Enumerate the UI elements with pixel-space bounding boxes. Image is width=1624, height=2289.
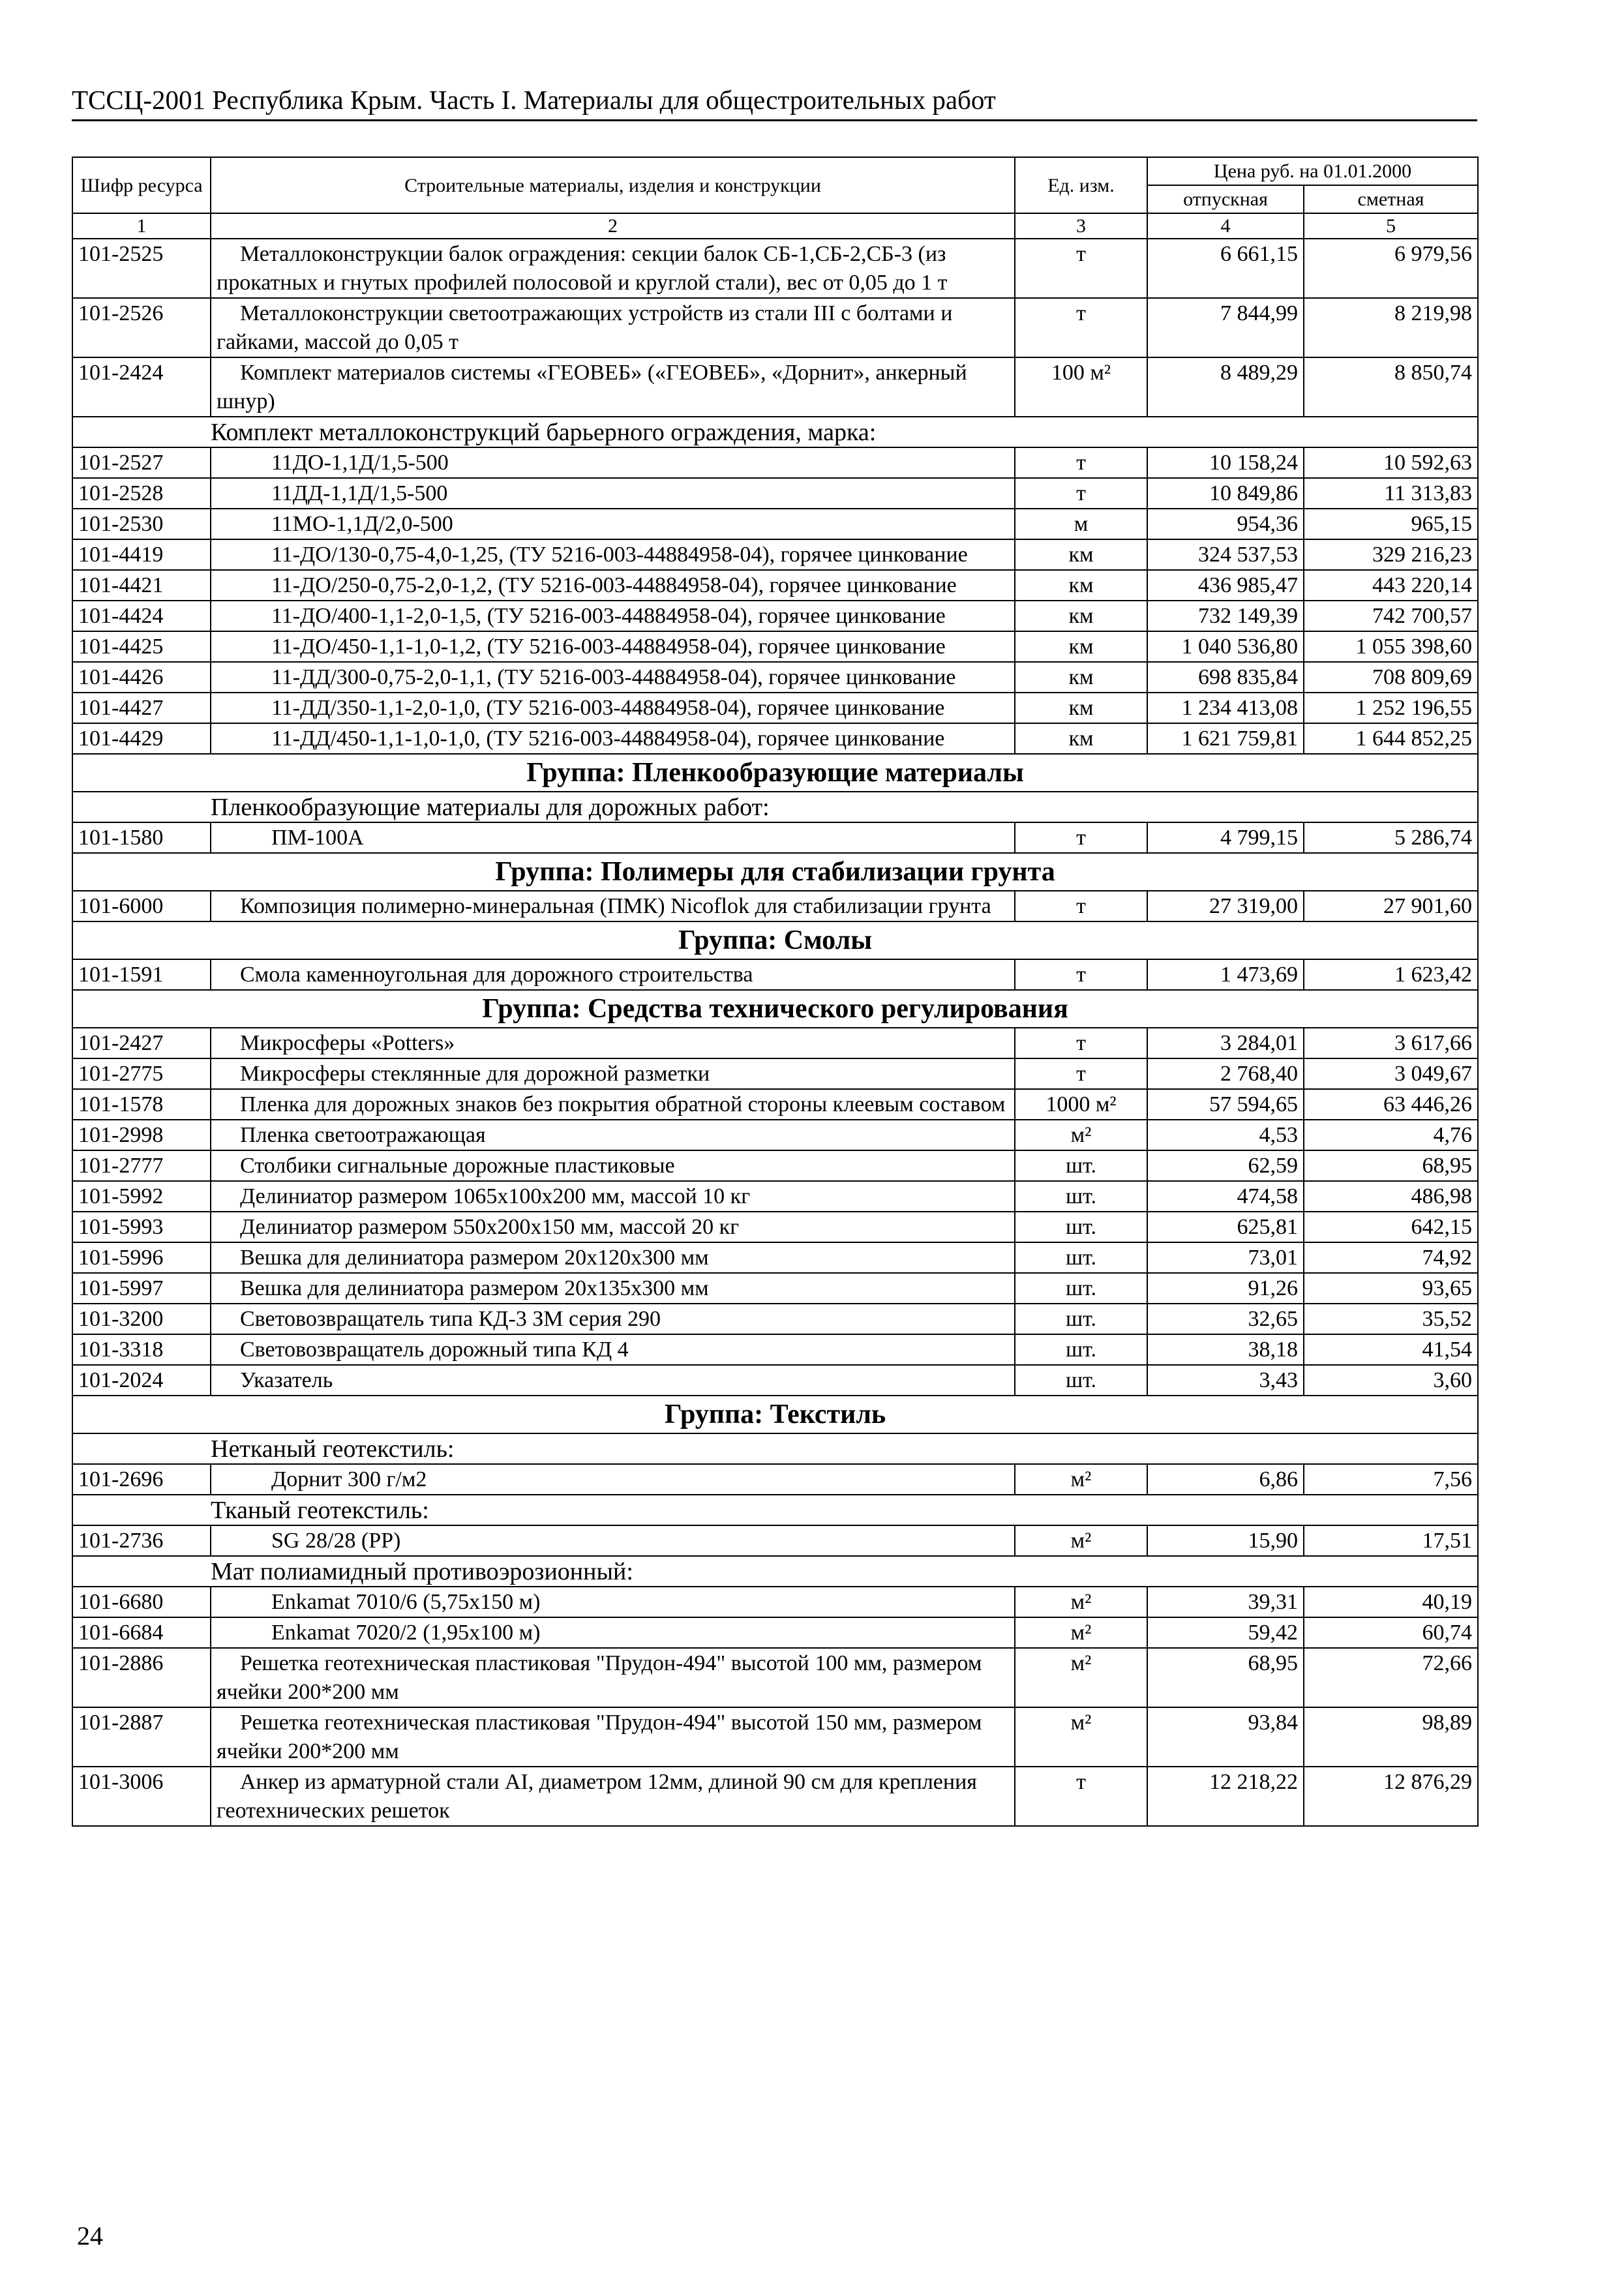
unit-cell: т xyxy=(1015,1767,1147,1826)
unit-cell: км xyxy=(1015,662,1147,693)
material-name-text: Enkamat 7020/2 (1,95x100 м) xyxy=(271,1621,541,1645)
material-name-text: 11ДО-1,1Д/1,5-500 xyxy=(271,451,449,475)
release-price-cell: 8 489,29 xyxy=(1147,357,1304,417)
resource-code-cell: 101-2777 xyxy=(72,1150,211,1181)
subgroup-blank-cell xyxy=(72,1556,211,1587)
col-number-1: 1 xyxy=(72,213,211,239)
material-name-cell xyxy=(211,1181,1015,1212)
material-name-text: Указатель xyxy=(240,1368,333,1392)
table-row xyxy=(72,1365,1478,1396)
unit-cell: км xyxy=(1015,693,1147,723)
table-row xyxy=(72,1028,1478,1058)
table-row xyxy=(72,1617,1478,1648)
material-name-cell xyxy=(211,1648,1015,1707)
group-header-row xyxy=(72,921,1478,959)
unit-cell: т xyxy=(1015,1058,1147,1089)
material-name-text: ПМ-100А xyxy=(271,826,364,850)
material-name-text: Пленка для дорожных знаков без покрытия обратной стороны клеевым составом xyxy=(240,1092,1006,1116)
material-name-cell xyxy=(211,1242,1015,1273)
resource-code-cell: 101-3006 xyxy=(72,1767,211,1826)
material-name-text: 11-ДО/250-0,75-2,0-1,2, (ТУ 5216-003-44884958-04), горячее цинкование xyxy=(271,573,957,597)
estimate-price-cell: 93,65 xyxy=(1304,1273,1478,1304)
subgroup-title: Мат полиамидный противоэрозионный: xyxy=(211,1556,1478,1587)
release-price-cell: 474,58 xyxy=(1147,1181,1304,1212)
unit-cell: 100 м² xyxy=(1015,357,1147,417)
unit-cell: т xyxy=(1015,447,1147,478)
estimate-price-cell: 1 644 852,25 xyxy=(1304,723,1478,754)
subgroup-header-row xyxy=(72,417,1478,447)
unit-cell: м² xyxy=(1015,1707,1147,1767)
table-row xyxy=(72,1058,1478,1089)
table-row xyxy=(72,1334,1478,1365)
material-name-text: Световозвращатель дорожный типа КД 4 xyxy=(240,1338,629,1362)
resource-code-cell: 101-5992 xyxy=(72,1181,211,1212)
release-price-cell: 32,65 xyxy=(1147,1304,1304,1334)
release-price-cell: 732 149,39 xyxy=(1147,601,1304,631)
release-price-cell: 62,59 xyxy=(1147,1150,1304,1181)
resource-code-cell: 101-2024 xyxy=(72,1365,211,1396)
material-name-cell xyxy=(211,1525,1015,1556)
unit-cell: шт. xyxy=(1015,1365,1147,1396)
material-name-text: Комплект материалов системы «ГЕОВЕБ» («ГЕОВЕБ», «Дорнит», анкерный шнур) xyxy=(217,361,967,413)
unit-cell: т xyxy=(1015,1028,1147,1058)
estimate-price-cell: 1 252 196,55 xyxy=(1304,693,1478,723)
col-header-code: Шифр ресурса xyxy=(72,157,211,213)
table-row xyxy=(72,1525,1478,1556)
material-name-text: SG 28/28 (PP) xyxy=(271,1529,401,1553)
resource-code-cell: 101-4421 xyxy=(72,570,211,601)
estimate-price-cell: 3 617,66 xyxy=(1304,1028,1478,1058)
material-name-cell xyxy=(211,1150,1015,1181)
material-name-text: Решетка геотехническая пластиковая "Прудон-494" высотой 100 мм, размером ячейки 200*200 мм xyxy=(217,1651,982,1704)
table-row xyxy=(72,1150,1478,1181)
resource-code-cell: 101-6680 xyxy=(72,1587,211,1617)
release-price-cell: 39,31 xyxy=(1147,1587,1304,1617)
material-name-cell xyxy=(211,631,1015,662)
table-row xyxy=(72,509,1478,539)
release-price-cell: 12 218,22 xyxy=(1147,1767,1304,1826)
resource-code-cell: 101-2886 xyxy=(72,1648,211,1707)
release-price-cell: 57 594,65 xyxy=(1147,1089,1304,1120)
release-price-cell: 1 234 413,08 xyxy=(1147,693,1304,723)
col-header-unit: Ед. изм. xyxy=(1015,157,1147,213)
release-price-cell: 38,18 xyxy=(1147,1334,1304,1365)
resource-code-cell: 101-1578 xyxy=(72,1089,211,1120)
estimate-price-cell: 642,15 xyxy=(1304,1212,1478,1242)
resource-code-cell: 101-6000 xyxy=(72,891,211,921)
resource-code-cell: 101-5993 xyxy=(72,1212,211,1242)
estimate-price-cell: 742 700,57 xyxy=(1304,601,1478,631)
estimate-price-cell: 12 876,29 xyxy=(1304,1767,1478,1826)
estimate-price-cell: 965,15 xyxy=(1304,509,1478,539)
release-price-cell: 625,81 xyxy=(1147,1212,1304,1242)
table-row xyxy=(72,570,1478,601)
resource-code-cell: 101-2887 xyxy=(72,1707,211,1767)
unit-cell: шт. xyxy=(1015,1304,1147,1334)
material-name-cell xyxy=(211,447,1015,478)
material-name-text: Столбики сигнальные дорожные пластиковые xyxy=(240,1154,675,1178)
resource-code-cell: 101-4426 xyxy=(72,662,211,693)
resource-code-cell: 101-2525 xyxy=(72,239,211,298)
material-name-cell xyxy=(211,1212,1015,1242)
material-name-cell xyxy=(211,1767,1015,1826)
release-price-cell: 3,43 xyxy=(1147,1365,1304,1396)
material-name-text: Делиниатор размером 1065x100x200 мм, массой 10 кг xyxy=(240,1184,751,1208)
estimate-price-cell: 17,51 xyxy=(1304,1525,1478,1556)
resource-code-cell: 101-4419 xyxy=(72,539,211,570)
unit-cell: м² xyxy=(1015,1617,1147,1648)
table-row xyxy=(72,693,1478,723)
release-price-cell: 436 985,47 xyxy=(1147,570,1304,601)
table-row xyxy=(72,539,1478,570)
group-header-row xyxy=(72,754,1478,792)
material-name-text: Смола каменноугольная для дорожного строительства xyxy=(240,963,753,987)
release-price-cell: 4,53 xyxy=(1147,1120,1304,1150)
unit-cell: 1000 м² xyxy=(1015,1089,1147,1120)
estimate-price-cell: 4,76 xyxy=(1304,1120,1478,1150)
subgroup-blank-cell xyxy=(72,792,211,822)
material-name-cell xyxy=(211,723,1015,754)
estimate-price-cell: 63 446,26 xyxy=(1304,1089,1478,1120)
material-name-text: Композиция полимерно-минеральная (ПМК) Nicoflok для стабилизации грунта xyxy=(240,894,991,918)
table-row xyxy=(72,723,1478,754)
table-row xyxy=(72,1767,1478,1826)
material-name-cell xyxy=(211,1365,1015,1396)
col-number-4: 4 xyxy=(1147,213,1304,239)
col-header-price-estimate: сметная xyxy=(1304,185,1478,213)
resource-code-cell: 101-1591 xyxy=(72,959,211,990)
price-table xyxy=(72,157,1479,1827)
material-name-text: Вешка для делиниатора размером 20x120x300 мм xyxy=(240,1246,709,1270)
page-header-title: ТССЦ-2001 Республика Крым. Часть I. Материалы для общестроительных работ xyxy=(72,85,996,115)
group-title: Группа: Полимеры для стабилизации грунта xyxy=(72,853,1478,891)
table-row xyxy=(72,1304,1478,1334)
estimate-price-cell: 41,54 xyxy=(1304,1334,1478,1365)
unit-cell: км xyxy=(1015,723,1147,754)
group-title: Группа: Смолы xyxy=(72,921,1478,959)
unit-cell: км xyxy=(1015,601,1147,631)
release-price-cell: 10 158,24 xyxy=(1147,447,1304,478)
table-row xyxy=(72,239,1478,298)
release-price-cell: 10 849,86 xyxy=(1147,478,1304,509)
material-name-text: 11-ДО/130-0,75-4,0-1,25, (ТУ 5216-003-44884958-04), горячее цинкование xyxy=(271,543,968,567)
unit-cell: шт. xyxy=(1015,1212,1147,1242)
resource-code-cell: 101-2427 xyxy=(72,1028,211,1058)
unit-cell: т xyxy=(1015,478,1147,509)
unit-cell: км xyxy=(1015,570,1147,601)
release-price-cell: 7 844,99 xyxy=(1147,298,1304,357)
table-row xyxy=(72,1120,1478,1150)
unit-cell: км xyxy=(1015,631,1147,662)
unit-cell: шт. xyxy=(1015,1242,1147,1273)
material-name-cell xyxy=(211,570,1015,601)
table-row xyxy=(72,1212,1478,1242)
estimate-price-cell: 11 313,83 xyxy=(1304,478,1478,509)
resource-code-cell: 101-4427 xyxy=(72,693,211,723)
subgroup-header-row xyxy=(72,1495,1478,1525)
material-name-text: Делиниатор размером 550x200x150 мм, массой 20 кг xyxy=(240,1215,740,1239)
release-price-cell: 4 799,15 xyxy=(1147,822,1304,853)
resource-code-cell: 101-1580 xyxy=(72,822,211,853)
estimate-price-cell: 3 049,67 xyxy=(1304,1058,1478,1089)
material-name-cell xyxy=(211,693,1015,723)
subgroup-header-row xyxy=(72,1556,1478,1587)
release-price-cell: 2 768,40 xyxy=(1147,1058,1304,1089)
estimate-price-cell: 72,66 xyxy=(1304,1648,1478,1707)
material-name-cell xyxy=(211,1617,1015,1648)
unit-cell: км xyxy=(1015,539,1147,570)
unit-cell: т xyxy=(1015,822,1147,853)
subgroup-title: Пленкообразующие материалы для дорожных работ: xyxy=(211,792,1478,822)
material-name-cell xyxy=(211,1707,1015,1767)
resource-code-cell: 101-2424 xyxy=(72,357,211,417)
estimate-price-cell: 60,74 xyxy=(1304,1617,1478,1648)
table-row xyxy=(72,1242,1478,1273)
material-name-cell xyxy=(211,1120,1015,1150)
material-name-text: 11-ДО/450-1,1-1,0-1,2, (ТУ 5216-003-44884958-04), горячее цинкование xyxy=(271,635,946,659)
subgroup-blank-cell xyxy=(72,417,211,447)
unit-cell: м² xyxy=(1015,1648,1147,1707)
material-name-cell xyxy=(211,539,1015,570)
group-header-row xyxy=(72,1396,1478,1433)
estimate-price-cell: 98,89 xyxy=(1304,1707,1478,1767)
estimate-price-cell: 68,95 xyxy=(1304,1150,1478,1181)
material-name-cell xyxy=(211,959,1015,990)
estimate-price-cell: 443 220,14 xyxy=(1304,570,1478,601)
material-name-cell xyxy=(211,1089,1015,1120)
release-price-cell: 91,26 xyxy=(1147,1273,1304,1304)
unit-cell: м² xyxy=(1015,1587,1147,1617)
estimate-price-cell: 1 055 398,60 xyxy=(1304,631,1478,662)
subgroup-header-row xyxy=(72,1433,1478,1464)
release-price-cell: 698 835,84 xyxy=(1147,662,1304,693)
unit-cell: т xyxy=(1015,239,1147,298)
unit-cell: м² xyxy=(1015,1464,1147,1495)
material-name-text: 11-ДД/350-1,1-2,0-1,0, (ТУ 5216-003-44884958-04), горячее цинкование xyxy=(271,696,945,720)
table-row xyxy=(72,1273,1478,1304)
table-row xyxy=(72,298,1478,357)
group-header-row xyxy=(72,853,1478,891)
group-title: Группа: Средства технического регулирования xyxy=(72,990,1478,1028)
estimate-price-cell: 8 219,98 xyxy=(1304,298,1478,357)
material-name-cell xyxy=(211,1273,1015,1304)
unit-cell: м² xyxy=(1015,1525,1147,1556)
table-header xyxy=(72,157,1478,239)
col-header-price-release: отпускная xyxy=(1147,185,1304,213)
material-name-text: 11ДД-1,1Д/1,5-500 xyxy=(271,481,448,505)
unit-cell: м² xyxy=(1015,1120,1147,1150)
resource-code-cell: 101-5997 xyxy=(72,1273,211,1304)
material-name-cell xyxy=(211,298,1015,357)
page-number: 24 xyxy=(77,2221,103,2251)
material-name-cell xyxy=(211,822,1015,853)
material-name-cell xyxy=(211,1028,1015,1058)
estimate-price-cell: 5 286,74 xyxy=(1304,822,1478,853)
unit-cell: т xyxy=(1015,891,1147,921)
unit-cell: т xyxy=(1015,298,1147,357)
estimate-price-cell: 3,60 xyxy=(1304,1365,1478,1396)
material-name-cell xyxy=(211,509,1015,539)
subgroup-header-row xyxy=(72,792,1478,822)
table-row xyxy=(72,662,1478,693)
material-name-cell xyxy=(211,478,1015,509)
table-row xyxy=(72,601,1478,631)
material-name-text: Металлоконструкции балок ограждения: секции балок СБ-1,СБ-2,СБ-3 (из прокатных и гнутых профилей полосовой и круглой стали), вес от 0,05 до 1 т xyxy=(217,242,948,295)
group-title: Группа: Пленкообразующие материалы xyxy=(72,754,1478,792)
material-name-text: 11МО-1,1Д/2,0-500 xyxy=(271,512,453,536)
release-price-cell: 59,42 xyxy=(1147,1617,1304,1648)
resource-code-cell: 101-4429 xyxy=(72,723,211,754)
material-name-text: Пленка светоотражающая xyxy=(240,1123,486,1147)
material-name-text: 11-ДД/300-0,75-2,0-1,1, (ТУ 5216-003-44884958-04), горячее цинкование xyxy=(271,665,956,689)
unit-cell: шт. xyxy=(1015,1181,1147,1212)
material-name-text: 11-ДО/400-1,1-2,0-1,5, (ТУ 5216-003-44884958-04), горячее цинкование xyxy=(271,604,946,628)
release-price-cell: 6,86 xyxy=(1147,1464,1304,1495)
release-price-cell: 73,01 xyxy=(1147,1242,1304,1273)
table-row xyxy=(72,447,1478,478)
resource-code-cell: 101-4424 xyxy=(72,601,211,631)
material-name-cell xyxy=(211,662,1015,693)
release-price-cell: 1 473,69 xyxy=(1147,959,1304,990)
material-name-cell xyxy=(211,1304,1015,1334)
material-name-cell xyxy=(211,1334,1015,1365)
col-number-2: 2 xyxy=(211,213,1015,239)
material-name-text: Анкер из арматурной стали AI, диаметром 12мм, длиной 90 см для крепления геотехнических решеток xyxy=(217,1770,977,1823)
subgroup-title: Нетканый геотекстиль: xyxy=(211,1433,1478,1464)
subgroup-title: Комплект металлоконструкций барьерного ограждения, марка: xyxy=(211,417,1478,447)
group-title: Группа: Текстиль xyxy=(72,1396,1478,1433)
resource-code-cell: 101-2696 xyxy=(72,1464,211,1495)
estimate-price-cell: 8 850,74 xyxy=(1304,357,1478,417)
material-name-text: Вешка для делиниатора размером 20x135x300 мм xyxy=(240,1276,709,1300)
release-price-cell: 68,95 xyxy=(1147,1648,1304,1707)
resource-code-cell: 101-2530 xyxy=(72,509,211,539)
release-price-cell: 6 661,15 xyxy=(1147,239,1304,298)
material-name-cell xyxy=(211,239,1015,298)
estimate-price-cell: 35,52 xyxy=(1304,1304,1478,1334)
resource-code-cell: 101-2526 xyxy=(72,298,211,357)
unit-cell: шт. xyxy=(1015,1273,1147,1304)
resource-code-cell: 101-2528 xyxy=(72,478,211,509)
estimate-price-cell: 10 592,63 xyxy=(1304,447,1478,478)
col-header-price: Цена руб. на 01.01.2000 xyxy=(1147,157,1478,185)
table-row xyxy=(72,1089,1478,1120)
material-name-text: Дорнит 300 г/м2 xyxy=(271,1467,427,1491)
material-name-text: Металлоконструкции светоотражающих устройств из стали III с болтами и гайками, массой до 0,05 т xyxy=(217,301,953,354)
table-body xyxy=(72,239,1478,1826)
table-row xyxy=(72,1648,1478,1707)
resource-code-cell: 101-3318 xyxy=(72,1334,211,1365)
subgroup-blank-cell xyxy=(72,1495,211,1525)
unit-cell: шт. xyxy=(1015,1334,1147,1365)
estimate-price-cell: 708 809,69 xyxy=(1304,662,1478,693)
estimate-price-cell: 27 901,60 xyxy=(1304,891,1478,921)
estimate-price-cell: 40,19 xyxy=(1304,1587,1478,1617)
release-price-cell: 15,90 xyxy=(1147,1525,1304,1556)
release-price-cell: 1 621 759,81 xyxy=(1147,723,1304,754)
release-price-cell: 324 537,53 xyxy=(1147,539,1304,570)
material-name-cell xyxy=(211,1464,1015,1495)
material-name-text: Решетка геотехническая пластиковая "Прудон-494" высотой 150 мм, размером ячейки 200*200 мм xyxy=(217,1711,982,1763)
resource-code-cell: 101-5996 xyxy=(72,1242,211,1273)
estimate-price-cell: 6 979,56 xyxy=(1304,239,1478,298)
subgroup-title: Тканый геотекстиль: xyxy=(211,1495,1478,1525)
resource-code-cell: 101-2998 xyxy=(72,1120,211,1150)
header-rule xyxy=(72,119,1477,121)
release-price-cell: 954,36 xyxy=(1147,509,1304,539)
resource-code-cell: 101-4425 xyxy=(72,631,211,662)
estimate-price-cell: 1 623,42 xyxy=(1304,959,1478,990)
material-name-cell xyxy=(211,1587,1015,1617)
table-row xyxy=(72,959,1478,990)
table-row xyxy=(72,631,1478,662)
estimate-price-cell: 329 216,23 xyxy=(1304,539,1478,570)
material-name-text: Световозвращатель типа КД-3 ЗМ серия 290 xyxy=(240,1307,661,1331)
resource-code-cell: 101-6684 xyxy=(72,1617,211,1648)
estimate-price-cell: 486,98 xyxy=(1304,1181,1478,1212)
material-name-cell xyxy=(211,891,1015,921)
material-name-text: Enkamat 7010/6 (5,75x150 м) xyxy=(271,1590,541,1614)
table-row xyxy=(72,1464,1478,1495)
table-row xyxy=(72,1587,1478,1617)
group-header-row xyxy=(72,990,1478,1028)
estimate-price-cell: 7,56 xyxy=(1304,1464,1478,1495)
unit-cell: м xyxy=(1015,509,1147,539)
unit-cell: шт. xyxy=(1015,1150,1147,1181)
resource-code-cell: 101-2775 xyxy=(72,1058,211,1089)
release-price-cell: 93,84 xyxy=(1147,1707,1304,1767)
table-row xyxy=(72,822,1478,853)
table-row xyxy=(72,478,1478,509)
table-row xyxy=(72,1707,1478,1767)
resource-code-cell: 101-2527 xyxy=(72,447,211,478)
material-name-cell xyxy=(211,1058,1015,1089)
subgroup-blank-cell xyxy=(72,1433,211,1464)
estimate-price-cell: 74,92 xyxy=(1304,1242,1478,1273)
release-price-cell: 3 284,01 xyxy=(1147,1028,1304,1058)
resource-code-cell: 101-3200 xyxy=(72,1304,211,1334)
col-number-3: 3 xyxy=(1015,213,1147,239)
table-row xyxy=(72,1181,1478,1212)
release-price-cell: 1 040 536,80 xyxy=(1147,631,1304,662)
unit-cell: т xyxy=(1015,959,1147,990)
table-row xyxy=(72,357,1478,417)
material-name-cell xyxy=(211,357,1015,417)
material-name-text: 11-ДД/450-1,1-1,0-1,0, (ТУ 5216-003-44884958-04), горячее цинкование xyxy=(271,726,945,751)
col-number-5: 5 xyxy=(1304,213,1478,239)
col-header-name: Строительные материалы, изделия и конструкции xyxy=(211,157,1015,213)
material-name-cell xyxy=(211,601,1015,631)
material-name-text: Микросферы стеклянные для дорожной разметки xyxy=(240,1062,710,1086)
material-name-text: Микросферы «Potters» xyxy=(240,1031,455,1055)
table-row xyxy=(72,891,1478,921)
resource-code-cell: 101-2736 xyxy=(72,1525,211,1556)
release-price-cell: 27 319,00 xyxy=(1147,891,1304,921)
